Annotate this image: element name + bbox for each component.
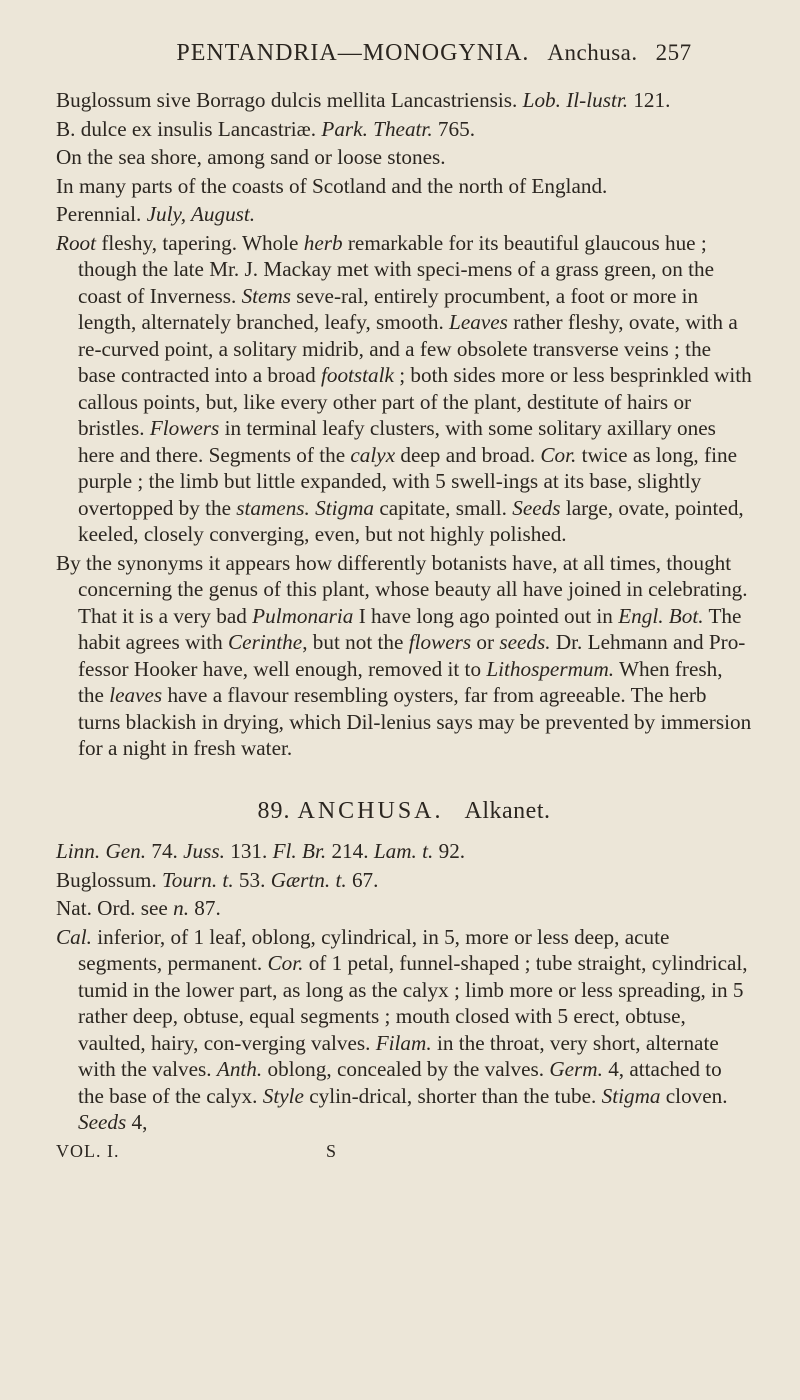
text-run: 765.	[432, 116, 475, 141]
italic-text: stamens.	[236, 495, 310, 520]
italic-text: Seeds	[78, 1110, 127, 1134]
italic-text: Lithospermum.	[486, 656, 615, 681]
italic-text: Linn. Gen.	[56, 839, 147, 863]
italic-text: Style	[262, 1083, 304, 1108]
italic-text: Leaves	[449, 310, 508, 334]
page-body	[56, 87, 752, 1164]
italic-text: Stigma	[601, 1083, 661, 1108]
text-run: , but not the	[302, 630, 409, 654]
text-run: 4,	[126, 1110, 148, 1134]
genus-name: ANCHUSA.	[297, 797, 444, 824]
italic-text: flowers	[408, 630, 472, 654]
text-run: in terminal leafy clusters, with some solitary axillary ones here and there. Segments of the	[78, 416, 716, 467]
italic-text: Juss.	[183, 839, 225, 863]
italic-text: Filam.	[375, 1030, 432, 1055]
text-run: of 1 petal, funnel-shaped ; tube straight, cylindrical, tumid in the lower part, as long as the calyx ; limb more or less spreading, in 5 rather deep, obtuse, equal segments ; mouth closed with 5 erect, obtuse, vaulted, hairy, con-verging valves.	[78, 951, 748, 1055]
italic-text: Germ.	[549, 1057, 603, 1081]
text-run: On the sea shore, among sand or loose stones.	[56, 145, 446, 169]
italic-text: Pulmonaria	[252, 603, 354, 628]
paragraph	[56, 838, 752, 865]
text-run: 121.	[628, 88, 671, 112]
text-run: 53.	[233, 867, 271, 892]
running-header	[116, 40, 752, 67]
italic-text: Flowers	[149, 416, 220, 440]
text-run: have a flavour resembling oysters, far from agreeable. The herb turns blackish in drying, which Dil-lenius says may be prevented by immersion for a night in fresh water.	[78, 683, 752, 760]
header-genus: Anchusa.	[547, 40, 638, 65]
signature-mark: S	[326, 1140, 338, 1161]
text-run: 67.	[346, 867, 379, 892]
paragraph	[56, 895, 752, 922]
genus-title	[56, 798, 752, 825]
volume-label: VOL. I.	[56, 1140, 120, 1161]
paragraph	[56, 144, 752, 171]
italic-text: calyx	[350, 442, 396, 467]
text-run: inferior, of 1 leaf, oblong, cylindrical, in 5, more or less deep, acute segments, permanent.	[78, 924, 670, 975]
paragraph	[56, 924, 752, 1136]
text-run: seve-ral, entirely procumbent, a foot or more in length, alternately branched, leafy, smooth.	[78, 283, 699, 334]
paragraph	[56, 230, 752, 548]
genus-number: 89.	[257, 797, 291, 824]
italic-text: Park. Theatr.	[321, 116, 433, 141]
paragraph	[56, 173, 752, 200]
text-run: fleshy, tapering. Whole	[96, 230, 304, 255]
page-number: 257	[655, 40, 692, 65]
paragraph	[56, 867, 752, 894]
text-run: Nat. Ord. see	[56, 896, 174, 920]
text-run: By the synonyms it appears how differently botanists have, at all times, thought concerning the genus of this plant, whose beauty all have joined in celebrating. That it is a very bad	[56, 550, 748, 628]
text-run: large, ovate, pointed, keeled, closely converging, even, but not highly polished.	[78, 495, 744, 546]
genus-common-name: Alkanet.	[464, 797, 551, 824]
text-run: or	[471, 630, 500, 654]
paragraph	[56, 87, 752, 114]
text-run: In many parts of the coasts of Scotland and the north of England.	[56, 173, 608, 198]
italic-text: Gærtn. t.	[270, 867, 347, 892]
italic-text: Root	[56, 230, 97, 255]
paragraph	[56, 550, 752, 762]
text-run: 92.	[433, 839, 466, 863]
text-run: 87.	[188, 896, 221, 920]
text-run: When fresh, the	[78, 656, 723, 707]
text-run: The habit agrees with	[78, 603, 742, 654]
italic-text: Engl. Bot.	[618, 603, 704, 628]
text-run: 131.	[224, 839, 273, 863]
text-run: twice as long, fine purple ; the limb but little expanded, with 5 swell-ings at its base, slightly overtopped by the	[78, 442, 737, 520]
text-run: Perennial.	[56, 202, 147, 226]
text-run: remarkable for its beautiful glaucous hue ; though the late Mr. J. Mackay met with speci-mens of a grass green, on the coast of Inverness.	[78, 230, 715, 308]
italic-text: Cal.	[56, 924, 92, 949]
italic-text: July, August.	[146, 202, 256, 226]
text-run: 214.	[326, 839, 374, 863]
text-run: Buglossum sive Borrago dulcis mellita Lancastriensis.	[56, 88, 523, 112]
paragraph	[56, 201, 752, 228]
paragraph	[56, 116, 752, 143]
page-footer	[56, 1138, 752, 1165]
header-section: PENTANDRIA—MONOGYNIA.	[176, 40, 530, 66]
text-run: ; both sides more or less besprinkled with callous points, but, like every other part of the plant, destitute of hairs or bristles.	[78, 363, 752, 440]
italic-text: Cerinthe	[228, 630, 303, 654]
italic-text: Lam. t.	[373, 839, 434, 863]
text-run: rather fleshy, ovate, with a re-curved point, a solitary midrib, and a few obsolete transverse veins ; the base contracted into a broad	[78, 310, 738, 387]
text-run: capitate, small.	[374, 495, 513, 520]
italic-text: Seeds	[512, 495, 561, 520]
italic-text: footstalk	[320, 363, 394, 387]
genus-description	[56, 838, 752, 1136]
italic-text: leaves	[109, 683, 163, 707]
text-run: cylin-drical, shorter than the tube.	[303, 1083, 602, 1108]
italic-text: Tourn. t.	[161, 867, 234, 892]
text-run: 4, attached to the base of the calyx.	[78, 1057, 722, 1108]
species-description	[56, 87, 752, 762]
text-run: I have long ago pointed out in	[353, 603, 619, 628]
text-run: B. dulce ex insulis Lancastriæ.	[56, 116, 322, 141]
text-run: in the throat, very short, alternate with the valves.	[78, 1030, 719, 1081]
text-run: oblong, concealed by the valves.	[262, 1057, 550, 1081]
italic-text: Cor.	[540, 442, 577, 467]
italic-text: n.	[173, 896, 189, 920]
text-run: Buglossum.	[56, 867, 162, 892]
italic-text: Anth.	[216, 1057, 263, 1081]
text-run: deep and broad.	[395, 442, 541, 467]
italic-text: seeds.	[499, 630, 551, 654]
italic-text: herb	[303, 230, 343, 255]
text-run: cloven.	[660, 1083, 728, 1108]
italic-text: Fl. Br.	[272, 839, 327, 863]
italic-text: Lob. Il-lustr.	[522, 88, 629, 112]
italic-text: Cor.	[267, 951, 304, 975]
text-run: 74.	[146, 839, 184, 863]
italic-text: Stigma	[315, 495, 375, 520]
italic-text: Stems	[241, 283, 291, 308]
text-run: Dr. Lehmann and Pro-fessor Hooker have, well enough, removed it to	[78, 630, 746, 681]
